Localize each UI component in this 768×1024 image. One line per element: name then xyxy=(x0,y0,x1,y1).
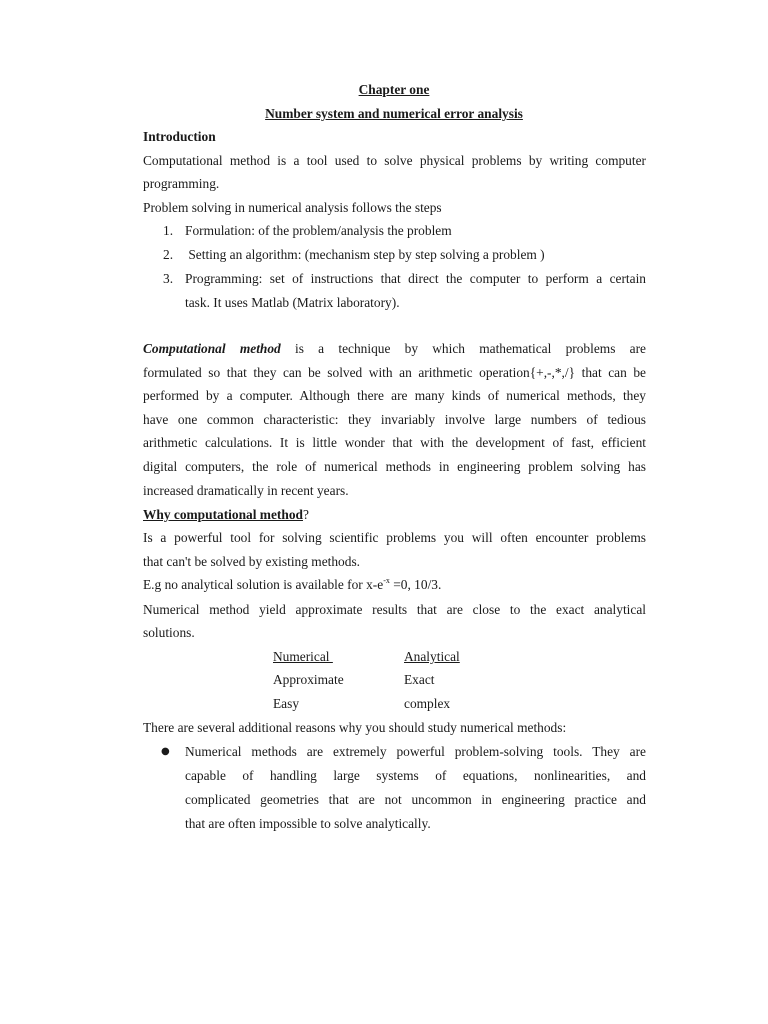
list-number: 3. xyxy=(163,271,174,286)
table-cell: complex xyxy=(404,696,451,711)
paragraph-line: increased dramatically in recent years. xyxy=(143,483,349,498)
table-cell: Exact xyxy=(404,672,435,687)
table-header-analytical: Analytical xyxy=(404,649,460,664)
paragraph-line: arithmetic calculations. It is little wonder that with the development of fast, efficient xyxy=(143,435,646,450)
paragraph-line xyxy=(143,340,646,358)
example-line xyxy=(143,576,646,594)
example-superscript: -x xyxy=(383,575,390,585)
paragraph-line: There are several additional reasons why you should study numerical methods: xyxy=(143,720,567,735)
paragraph-line: formulated so that they can be solved with an arithmetic operation{+,-,*,/} that can be xyxy=(143,365,646,380)
list-item: Formulation: of the problem/analysis the problem xyxy=(185,223,452,238)
list-item: Programming: set of instructions that direct the computer to perform a certain xyxy=(185,271,646,286)
why-heading-qmark: ? xyxy=(302,507,309,522)
paragraph-line: programming. xyxy=(143,176,220,191)
paragraph-line: solutions. xyxy=(143,625,195,640)
paragraph-line: Problem solving in numerical analysis follows the steps xyxy=(143,200,442,215)
table-cell: Easy xyxy=(273,696,300,711)
term-computational-method: Computational method xyxy=(143,341,281,356)
paragraph-line: digital computers, the role of numerical methods in engineering problem solving has xyxy=(143,459,646,474)
why-heading-text: Why computational method xyxy=(143,507,303,522)
paragraph-line: performed by a computer. Although there are many kinds of numerical methods, they xyxy=(143,388,646,403)
bullet-text-line: that are often impossible to solve analytically. xyxy=(185,816,431,831)
paragraph-line: Computational method is a tool used to solve physical problems by writing computer xyxy=(143,153,646,168)
why-heading xyxy=(143,506,646,524)
paragraph-line: Is a powerful tool for solving scientific problems you will often encounter problems xyxy=(143,530,646,545)
bullet-text-line: capable of handling large systems of equations, nonlinearities, and xyxy=(185,768,646,783)
chapter-title: Number system and numerical error analysis xyxy=(265,106,523,121)
paragraph-line: have one common characteristic: they invariably involve large numbers of tedious xyxy=(143,412,646,427)
paragraph-line: Numerical method yield approximate results that are close to the exact analytical xyxy=(143,602,646,617)
list-number: 2. xyxy=(163,247,174,262)
table-cell: Approximate xyxy=(273,672,344,687)
bullet-text-line: complicated geometries that are not uncommon in engineering practice and xyxy=(185,792,646,807)
list-item-continuation: task. It uses Matlab (Matrix laboratory). xyxy=(185,295,400,310)
list-item: Setting an algorithm: (mechanism step by step solving a problem ) xyxy=(185,247,545,262)
list-number: 1. xyxy=(163,223,174,238)
introduction-heading: Introduction xyxy=(143,129,216,144)
paragraph-line: that can't be solved by existing methods. xyxy=(143,554,360,569)
bullet-text-line: Numerical methods are extremely powerful problem-solving tools. They are xyxy=(185,744,646,759)
chapter-label: Chapter one xyxy=(358,82,430,97)
paragraph-text: is a technique by which mathematical problems are xyxy=(280,341,646,356)
example-text-end: =0, 10/3. xyxy=(389,577,442,592)
bullet-icon: ● xyxy=(161,746,170,757)
table-header-numerical: Numerical xyxy=(273,649,333,664)
example-text: E.g no analytical solution is available for x-e xyxy=(143,577,384,592)
